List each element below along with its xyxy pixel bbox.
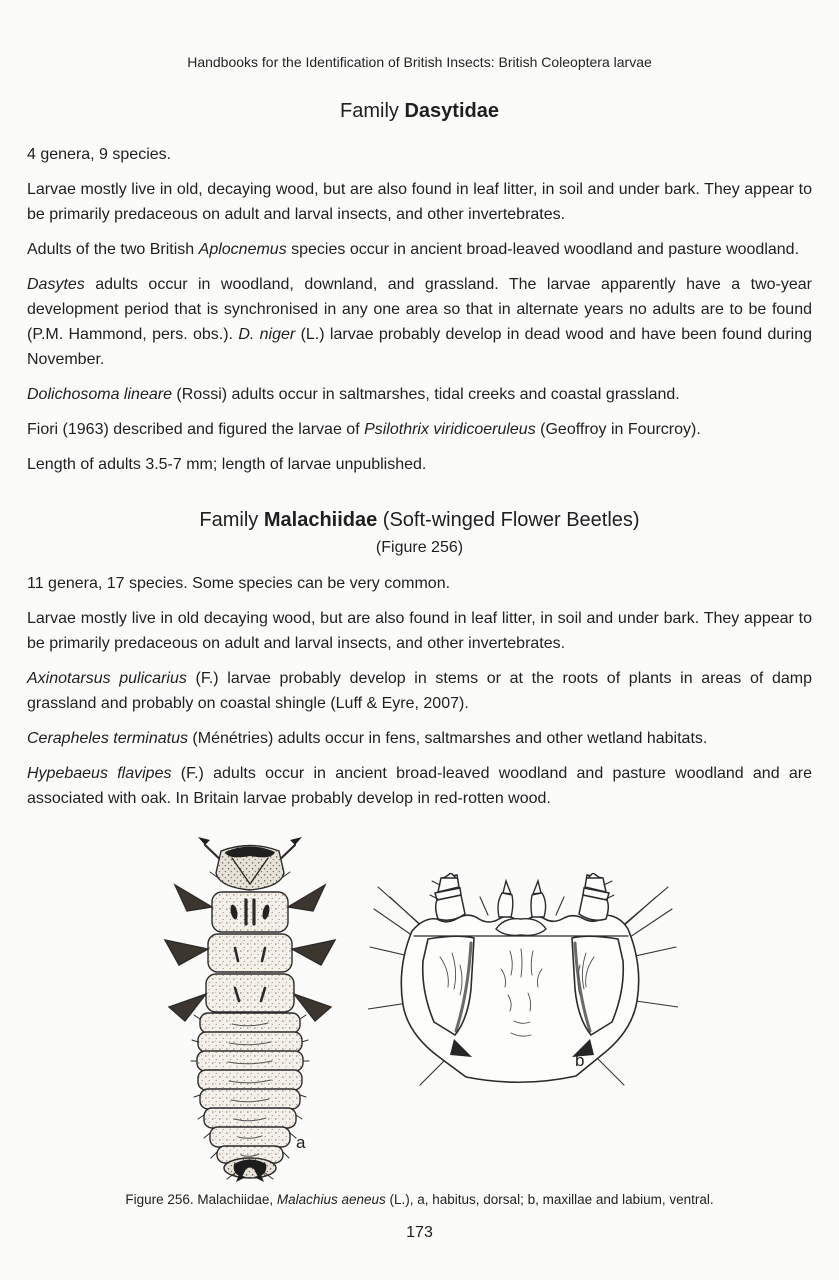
paragraph-axinotarsus: Axinotarsus pulicarius (F.) larvae probably develop in stems or at the roots of plants in areas of damp grassland and probably on coastal shingle (Luff & Eyre, 2007). (27, 670, 813, 712)
heading-family-malachiidae: Family Malachiidae (Soft-winged Flower Beetles) (199, 509, 640, 531)
running-head: Handbooks for the Identification of British Insects: British Coleoptera larvae (187, 54, 652, 70)
heading-family-dasytidae: Family Dasytidae (340, 100, 499, 122)
paragraph-dasytes: Dasytes adults occur in woodland, downland, and grassland. The larvae apparently have a two-year development period that is synchronised in any one area so that in alternate years no adults are to be found (P.M. Hammond, pers. obs.). D. niger (L.) larvae probably develop in dead wood and have been found during November. (27, 276, 813, 368)
figure-label-b: b (575, 1051, 585, 1070)
figure-label-a: a (296, 1133, 306, 1152)
larva-habitus-illustration (155, 837, 345, 1182)
maxillae-labium-illustration (368, 873, 678, 1093)
page-number: 173 (406, 1224, 433, 1241)
heading-figure-ref: (Figure 256) (375, 539, 464, 556)
paragraph-fiori: Fiori (1963) described and figured the larvae of Psilothrix viridicoeruleus (Geoffroy in Fourcroy). (27, 421, 701, 438)
paragraph-dasytidae-habitat: Larvae mostly live in old, decaying wood, but are also found in leaf litter, in soil and under bark. They appear to be primarily predaceous on adult and larval insects, and other invertebrates. (27, 181, 812, 223)
paragraph-aplocnemus: Adults of the two British Aplocnemus species occur in ancient broad-leaved woodland and pasture woodland. (27, 241, 800, 258)
paragraph-cerapheles: Cerapheles terminatus (Ménétries) adults occur in fens, saltmarshes and other wetland habitats. (27, 730, 708, 747)
paragraph-malachiidae-habitat: Larvae mostly live in old decaying wood, but are also found in leaf litter, in soil and under bark. They appear to be primarily predaceous on adult and larval insects, and other invertebrates. (27, 610, 812, 652)
paragraph-dasytidae-genera: 4 genera, 9 species. (27, 146, 172, 163)
paragraph-length: Length of adults 3.5-7 mm; length of larvae unpublished. (27, 456, 427, 473)
figure-256 (27, 833, 812, 1185)
figure-caption: Figure 256. Malachiidae, Malachius aeneus (L.), a, habitus, dorsal; b, maxillae and labium, ventral. (125, 1192, 714, 1207)
paragraph-malachiidae-genera: 11 genera, 17 species. Some species can be very common. (27, 575, 451, 592)
paragraph-hypebaeus: Hypebaeus flavipes (F.) adults occur in ancient broad-leaved woodland and pasture woodland and are associated with oak. In Britain larvae probably develop in red-rotten wood. (27, 765, 812, 807)
paragraph-dolichosoma: Dolichosoma lineare (Rossi) adults occur in saltmarshes, tidal creeks and coastal grassland. (27, 386, 680, 403)
